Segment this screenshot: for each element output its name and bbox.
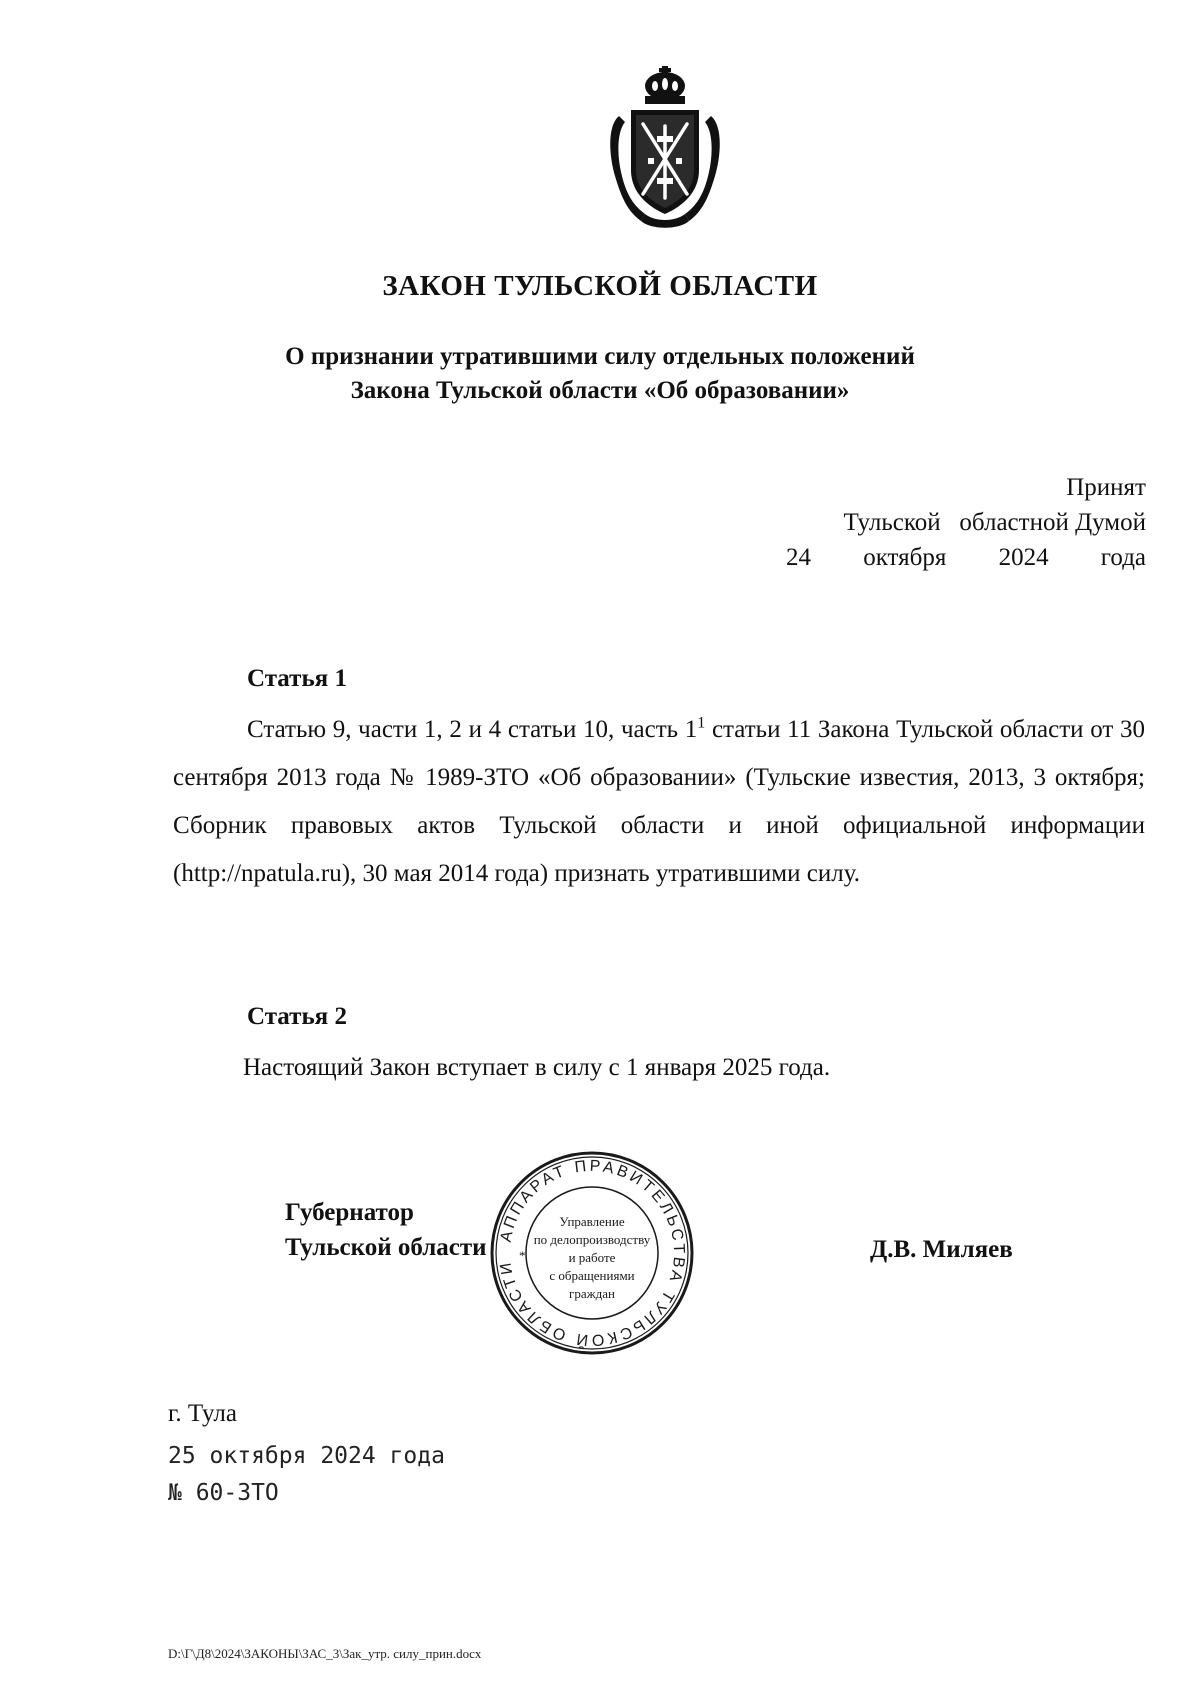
adoption-day: 24	[786, 544, 811, 571]
article-1-body	[173, 706, 1145, 898]
signer-name: Д.В. Миляев	[870, 1236, 1013, 1263]
stamp-inner-line-5: граждан	[569, 1286, 615, 1301]
official-stamp	[487, 1148, 697, 1358]
signer-title-line-2: Тульской области	[285, 1234, 487, 1261]
stamp-star-icon: *	[519, 1248, 526, 1263]
stamp-inner-line-3: и работе	[568, 1250, 616, 1265]
tula-oblast-coat-of-arms-icon	[605, 66, 725, 236]
adoption-month: октября	[863, 544, 947, 571]
issue-date: 25 октября 2024 года	[168, 1443, 445, 1469]
adoption-line-2: Тульской областной Думой	[843, 509, 1146, 536]
adoption-block	[786, 470, 1146, 575]
adoption-line-1: Принят	[1066, 474, 1146, 501]
issue-place: г. Тула	[168, 1400, 237, 1427]
signer-title-line-1: Губернатор	[285, 1199, 414, 1226]
adoption-year: 2024	[998, 544, 1049, 571]
article-2-body: Настоящий Закон вступает в силу с 1 января 2025 года.	[243, 1054, 831, 1081]
issue-number: № 60-ЗТО	[168, 1480, 279, 1506]
adoption-year-word: года	[1100, 544, 1147, 571]
article-1-text-part-1: Статью 9, части 1, 2 и 4 статьи 10, часть 1	[247, 716, 698, 743]
stamp-inner-line-2: по делопроизводству	[533, 1232, 651, 1247]
document-title: ЗАКОН ТУЛЬСКОЙ ОБЛАСТИ	[382, 270, 818, 302]
footer-file-path: D:\Г\Д8\2024\ЗАКОНЫ\ЗАС_3\Зак_утр. силу_прин.docx	[168, 1646, 482, 1661]
article-1-text-part-2: статьи 11 Закона Тульской области от 30 сентября 2013 года № 1989-ЗТО «Об образовании» (Тульские известия, 2013, 3 октября; Сборник правовых актов Тульской области и иной официальной информации (http://npatula.ru), 30 мая 2014 года) признать утратившими силу.	[173, 716, 1145, 887]
article-1-heading: Статья 1	[247, 665, 347, 692]
stamp-inner-line-1: Управление	[559, 1214, 625, 1229]
stamp-inner-line-4: с обращениями	[549, 1268, 635, 1283]
article-1-superscript: 1	[697, 714, 706, 732]
document-subtitle	[0, 340, 1200, 408]
subtitle-line-1: О признании утратившими силу отдельных положений	[285, 343, 915, 370]
stamp-outer-text: АППАРАТ ПРАВИТЕЛЬСТВА ТУЛЬСКОЙ ОБЛАСТИ	[497, 1157, 688, 1349]
article-2-heading: Статья 2	[247, 1003, 347, 1030]
signer-title	[285, 1195, 487, 1265]
subtitle-line-2: Закона Тульской области «Об образовании»	[350, 377, 850, 404]
adoption-date-line	[786, 540, 1146, 575]
